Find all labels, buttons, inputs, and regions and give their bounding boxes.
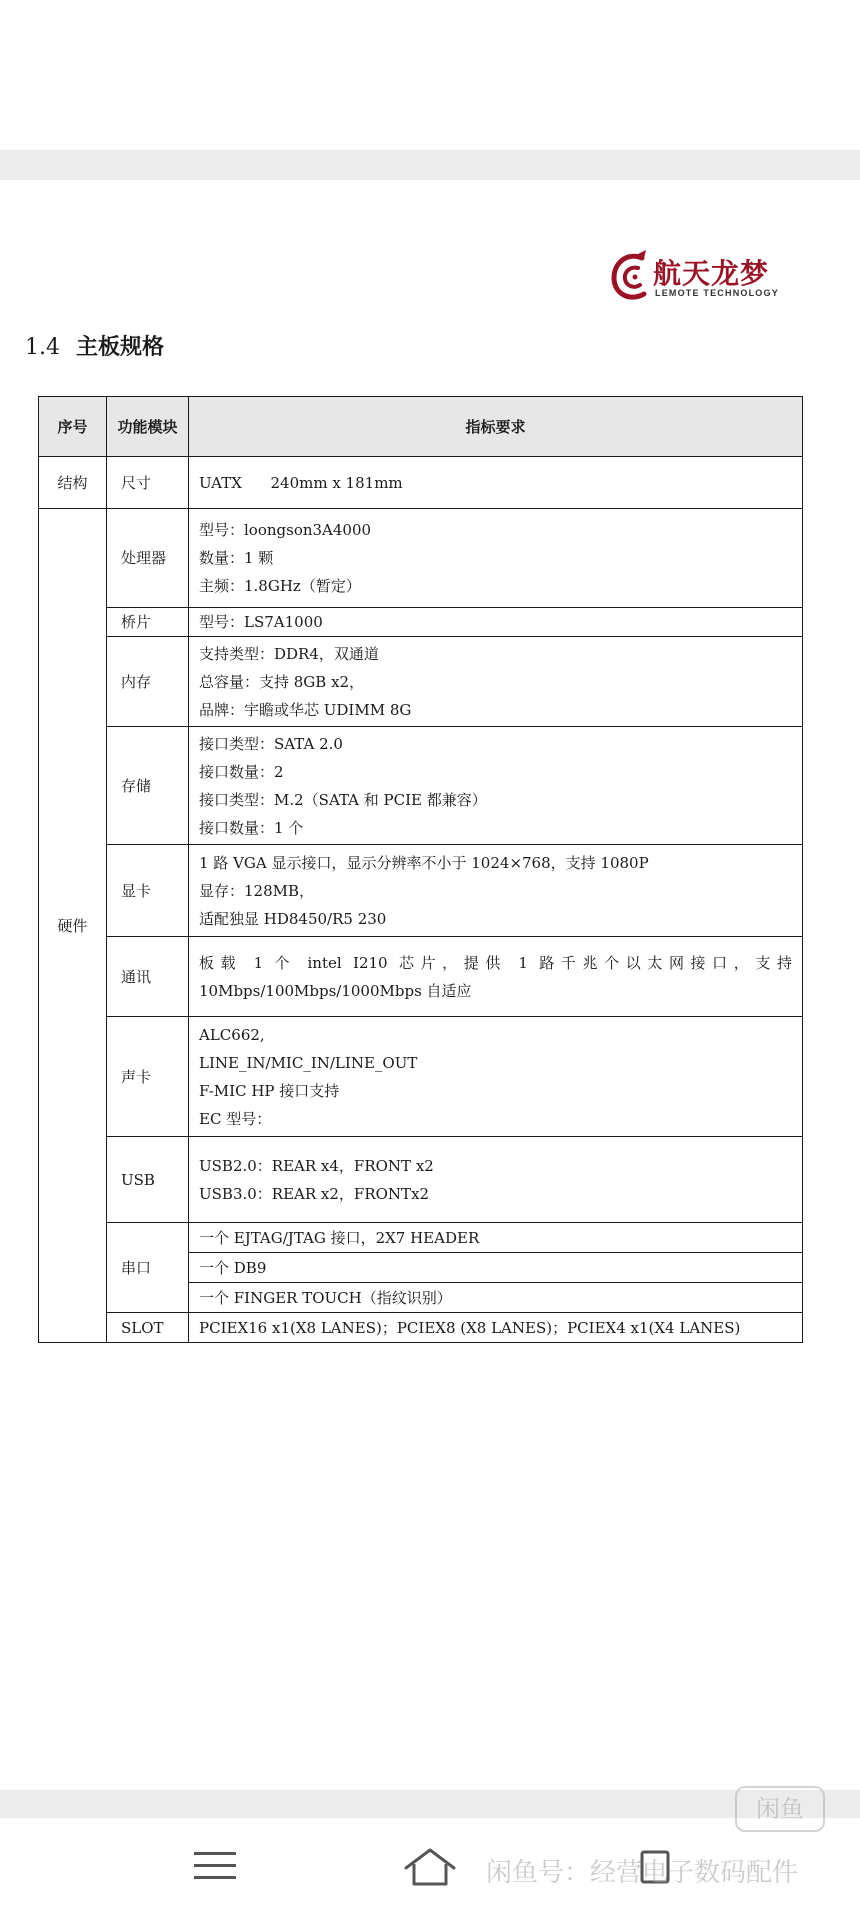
- spec-line: 一个 EJTAG/JTAG 接口，2X7 HEADER: [199, 1228, 480, 1247]
- spec-cell: [189, 1253, 803, 1283]
- spec-line: USB3.0：REAR x2，FRONTx2: [199, 1184, 430, 1203]
- spec-cell: [189, 608, 803, 637]
- spec-line: 接口类型：M.2（SATA 和 PCIE 都兼容）: [199, 790, 487, 809]
- spec-line: 接口类型：SATA 2.0: [199, 734, 343, 753]
- spec-line: 接口数量：1 个: [199, 818, 304, 837]
- watermark-text: 闲鱼号：经营电子数码配件: [486, 1858, 799, 1888]
- module-cell: USB: [107, 1137, 189, 1223]
- spec-cell: [189, 727, 803, 845]
- table-row: [39, 509, 803, 608]
- menu-icon[interactable]: [194, 1850, 236, 1882]
- spec-line: 型号：loongson3A4000: [199, 521, 372, 539]
- spec-line: UATX 240mm x 181mm: [199, 473, 403, 492]
- module-cell: 声卡: [107, 1017, 189, 1137]
- spec-line: F-MIC HP 接口支持: [199, 1081, 340, 1100]
- company-logo: [608, 248, 788, 304]
- table-row: [39, 845, 803, 937]
- category-cell: 硬件: [39, 509, 107, 1343]
- spec-cell: [189, 1137, 803, 1223]
- table-row: [39, 457, 803, 509]
- table-row: [39, 1017, 803, 1137]
- spec-cell: [189, 1223, 803, 1253]
- page-gap-bottom: [0, 1790, 860, 1818]
- table-row: [39, 937, 803, 1017]
- spec-line: PCIEX16 x1(X8 LANES)；PCIEX8 (X8 LANES)；PCIEX4 x1(X4 LANES): [199, 1318, 741, 1337]
- spec-line: 总容量：支持 8GB x2，: [199, 672, 365, 691]
- watermark-badge: 闲鱼: [735, 1786, 825, 1832]
- spec-cell: [189, 1313, 803, 1343]
- module-cell: 串口: [107, 1223, 189, 1313]
- spec-line: ALC662,: [199, 1025, 265, 1044]
- table-row: [39, 608, 803, 637]
- spec-line: USB2.0：REAR x4，FRONT x2: [199, 1156, 434, 1175]
- spec-line: 型号：LS7A1000: [199, 613, 323, 631]
- home-icon[interactable]: [402, 1846, 458, 1886]
- spec-cell: [189, 457, 803, 509]
- module-cell: SLOT: [107, 1313, 189, 1343]
- spec-line: 数量：1 颗: [199, 549, 274, 567]
- spec-line: 一个 FINGER TOUCH（指纹识别）: [199, 1288, 452, 1307]
- category-cell: 结构: [39, 457, 107, 509]
- spec-line: 接口数量：2: [199, 762, 284, 781]
- section-heading: [25, 330, 164, 361]
- table-row: [39, 1223, 803, 1253]
- spec-line: LINE_IN/MIC_IN/LINE_OUT: [199, 1053, 418, 1072]
- table-header-row: [39, 397, 803, 457]
- spec-cell: [189, 845, 803, 937]
- spec-cell: [189, 1017, 803, 1137]
- section-title: 主板规格: [76, 334, 165, 360]
- logo-chinese-name: 航天龙梦: [653, 257, 770, 290]
- spec-cell: [189, 1283, 803, 1313]
- module-cell: 内存: [107, 637, 189, 727]
- spec-cell: [189, 637, 803, 727]
- spec-table: [38, 396, 803, 1343]
- spec-cell: [189, 509, 803, 608]
- spec-line: 板载 1 个 intel I210 芯片，提供 1 路千兆个以太网接口，支持 10Mbps/100Mbps/1000Mbps 自适应: [199, 953, 792, 1000]
- spec-line: EC 型号：: [199, 1109, 272, 1128]
- page-gap-top: [0, 150, 860, 180]
- module-cell: 桥片: [107, 608, 189, 637]
- logo-english-name: LEMOTE TECHNOLOGY: [655, 288, 779, 298]
- table-row: [39, 1137, 803, 1223]
- spec-line: 适配独显 HD8450/R5 230: [199, 909, 387, 928]
- header-requirement: 指标要求: [189, 397, 803, 457]
- spec-line: 主频：1.8GHz（暂定）: [199, 577, 361, 595]
- spec-line: 支持类型：DDR4，双通道: [199, 644, 379, 663]
- module-cell: 尺寸: [107, 457, 189, 509]
- spec-line: 显存：128MB，: [199, 881, 315, 900]
- header-index: 序号: [39, 397, 107, 457]
- module-cell: 通讯: [107, 937, 189, 1017]
- table-row: [39, 637, 803, 727]
- table-row: [39, 1313, 803, 1343]
- spec-cell: [189, 937, 803, 1017]
- spec-line: 品牌：宇瞻或华芯 UDIMM 8G: [199, 700, 412, 719]
- spec-line: 1 路 VGA 显示接口，显示分辨率不小于 1024×768，支持 1080P: [199, 853, 649, 872]
- dragon-logo-icon: [608, 248, 656, 304]
- module-cell: 显卡: [107, 845, 189, 937]
- header-module: 功能模块: [107, 397, 189, 457]
- module-cell: 处理器: [107, 509, 189, 608]
- spec-line: 一个 DB9: [199, 1258, 267, 1277]
- table-row: [39, 727, 803, 845]
- section-number: 1.4: [25, 335, 60, 360]
- module-cell: 存储: [107, 727, 189, 845]
